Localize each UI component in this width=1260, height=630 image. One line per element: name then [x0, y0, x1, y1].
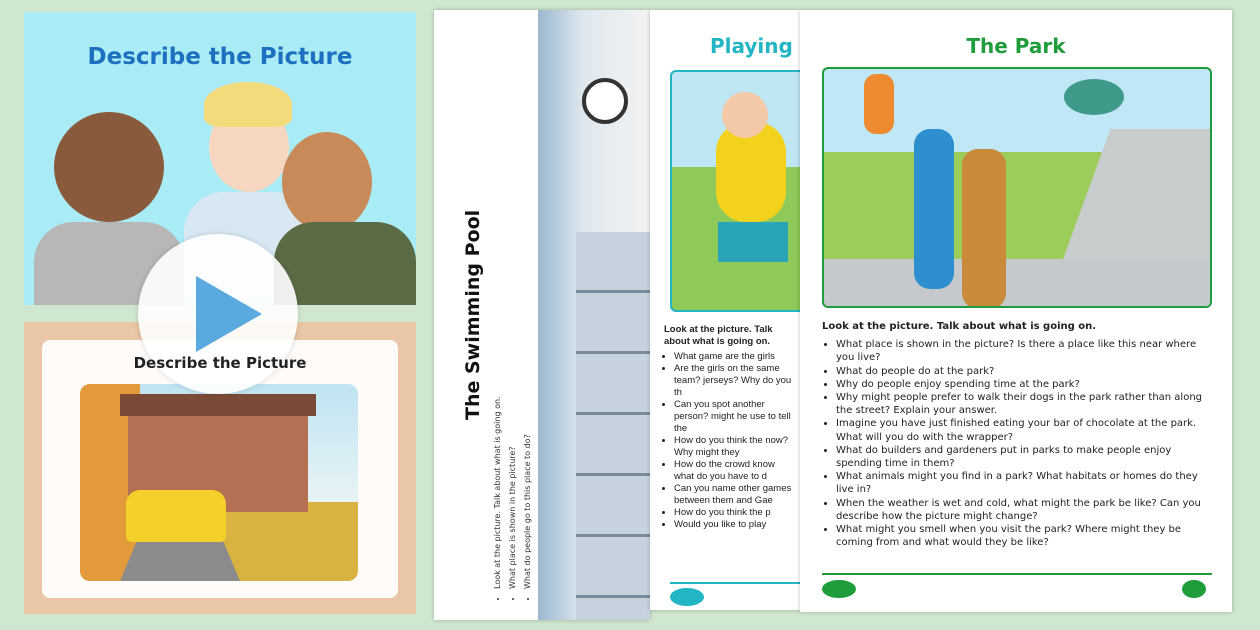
slide-title: Describe the Picture — [87, 44, 353, 70]
page-title: Playing — [710, 34, 793, 58]
clock-icon — [582, 78, 628, 124]
footer-rule — [670, 582, 800, 584]
illustration-playing — [670, 70, 800, 312]
twinkl-badge-icon — [1182, 580, 1206, 598]
illustration-house — [80, 384, 358, 581]
illustration-pool — [538, 10, 650, 620]
illustration-park — [822, 67, 1212, 308]
twinkl-logo — [822, 580, 856, 598]
footer-rule — [822, 573, 1212, 575]
twinkl-logo — [670, 588, 704, 606]
page-title: The Swimming Pool — [462, 209, 484, 420]
question-section: Look at the picture. Talk about what is going on. • What place is shown in the picture? Is there a place like this near where you live? • What do people do at the park? • Why do people enjoy spending time at the park? • Why might people prefer to walk their dogs in the park rather than along the street? Explain your answer. • Imagine you have just finished eating your bar of chocolate at the park. What will you do with the wrapper? • What do builders and gardeners put in parks to make people enjoy spending time in them? • What animals might you find in a park? What habitats or homes do they live in? • When the weather is wet and cold, what might the park be like? Can you describe how the picture might change? • What might you smell when you visit the park? Where might they be coming from and what would they be like? — [822, 320, 1217, 549]
question-section: Look at the picture. Talk about what is going on. • What game are the girls • Are the girls on the same team? jerseys? Why do you th • Can you spot another person? might he use to tell the • How do you think the now? Why might they • How do the crowd know what do you have to d • Can you name other games between them and Gae • How do you think the p • Would you like to play — [664, 324, 796, 531]
slide-title: Describe the Picture — [133, 354, 307, 372]
page-swimming-pool — [434, 10, 650, 620]
page-the-park — [800, 10, 1232, 612]
question-list: • Look at the picture. Talk about what is going on. • What place is shown in the picture? • What do people go to this place to do? — [490, 190, 535, 600]
page-title: The Park — [966, 34, 1066, 58]
page-playing — [650, 10, 800, 610]
